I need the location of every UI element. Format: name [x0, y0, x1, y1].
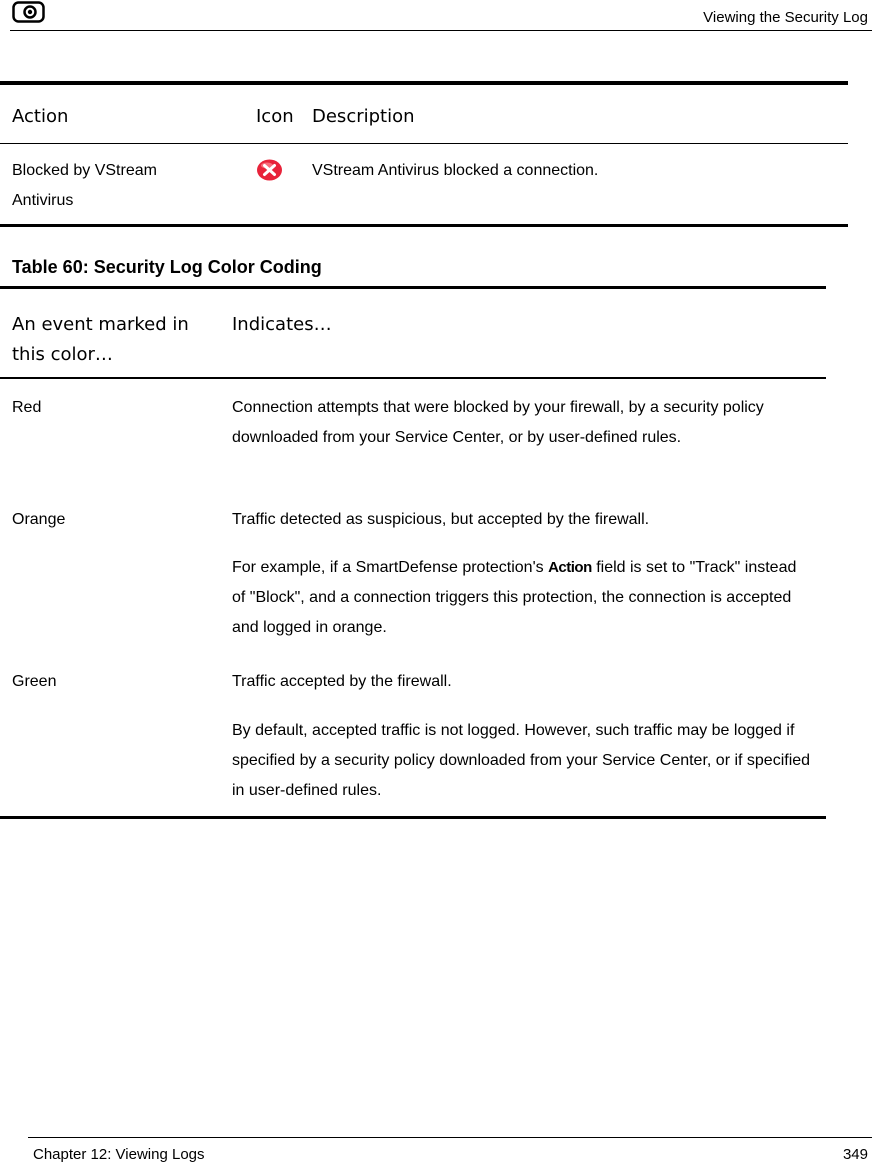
- header-rule: [10, 30, 872, 31]
- table-caption: Table 60: Security Log Color Coding: [12, 257, 322, 277]
- icon-table-header-rule: [0, 143, 848, 144]
- product-logo-icon: [12, 1, 45, 23]
- icon-table-header-action: Action: [12, 106, 69, 127]
- icon-table-cell-description: VStream Antivirus blocked a connection.: [312, 162, 599, 179]
- color-table-header-event: An event marked in this color…: [12, 314, 189, 365]
- icon-table-header-description: Description: [312, 106, 415, 127]
- example-text-after: field is set to "Track" instead of "Block", and a connection triggers this protection, the connection is accepted and logged in orange.: [232, 559, 797, 636]
- indicates-cell-orange-example: [232, 553, 812, 643]
- footer-rule: [28, 1137, 872, 1138]
- color-cell-green: Green: [12, 673, 57, 690]
- color-table-top-rule: [0, 286, 826, 289]
- blocked-x-icon: [256, 158, 283, 182]
- color-cell-red: Red: [12, 399, 42, 416]
- page-number: 349: [842, 1146, 868, 1163]
- indicates-cell-green: Traffic accepted by the firewall.: [232, 673, 452, 690]
- indicates-cell-red: Connection attempts that were blocked by your firewall, by a security policy downloaded from your Service Center, or by user-defined rules.: [232, 399, 764, 446]
- color-table-header-rule: [0, 377, 826, 379]
- header-title: Viewing the Security Log: [703, 9, 868, 26]
- color-cell-orange: Orange: [12, 511, 66, 528]
- action-field-keyword: Action: [548, 559, 592, 576]
- footer-chapter: Chapter 12: Viewing Logs: [33, 1146, 205, 1163]
- color-table-header-indicates: Indicates…: [232, 314, 332, 335]
- indicates-cell-orange: Traffic detected as suspicious, but accepted by the firewall.: [232, 511, 650, 528]
- icon-table-cell-action: Blocked by VStream Antivirus: [12, 162, 157, 209]
- icon-table-top-rule: [0, 81, 848, 85]
- example-text-before: For example, if a SmartDefense protection's: [232, 559, 549, 576]
- color-table-bottom-rule: [0, 816, 826, 819]
- indicates-cell-green-detail: By default, accepted traffic is not logged. However, such traffic may be logged if specified by a security policy downloaded from your Service Center, or if specified in user-defined rules.: [232, 722, 811, 799]
- icon-table-bottom-rule: [0, 224, 848, 227]
- icon-table-header-icon: Icon: [256, 106, 294, 127]
